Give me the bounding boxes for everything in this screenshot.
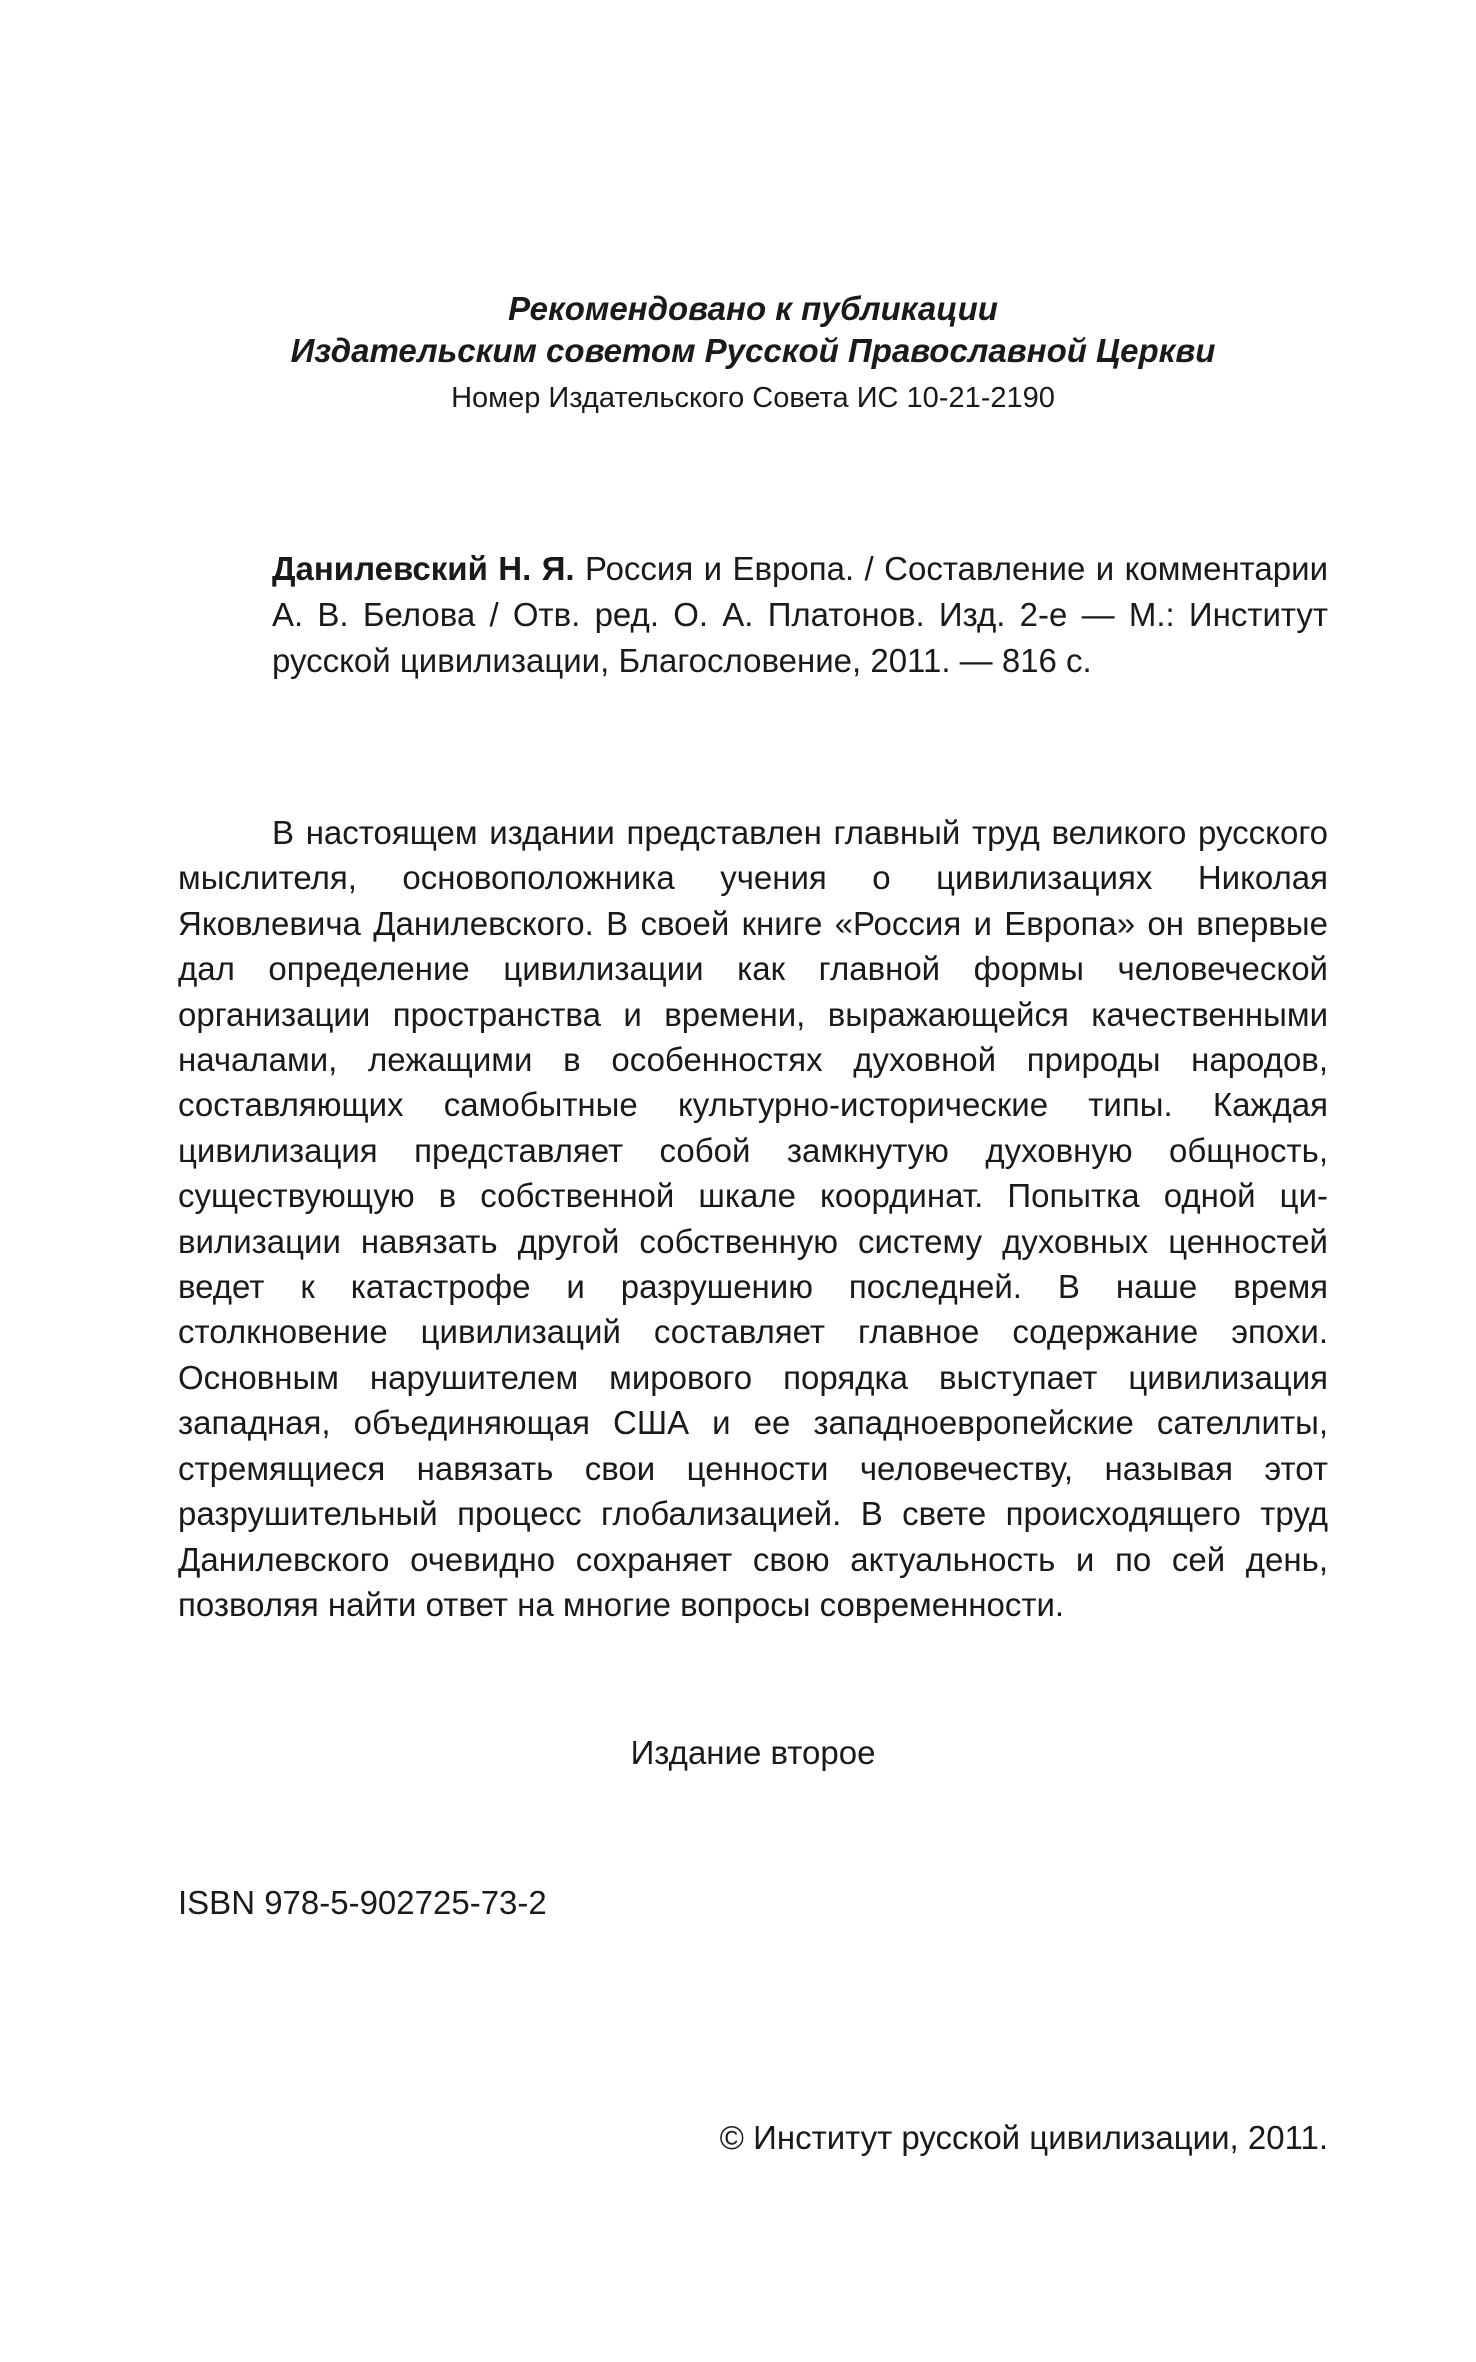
author-name: Данилевский Н. Я. [272, 550, 575, 587]
recommendation-line-2: Издательским советом Русской Православной Церкви [290, 332, 1216, 369]
publishing-council-number: Номер Издательского Совета ИС 10-21-2190 [451, 382, 1055, 414]
bibliographic-record [272, 546, 1328, 684]
imprimatur-block [178, 288, 1328, 418]
edition-label: Издание второе [630, 1734, 876, 1771]
bibliographic-description: Россия и Европа. / Составление и комментарии А. В. Белова / Отв. ред. О. А. Платонов. Изд. 2-е — М.: Институт русской цивилизации, Благословение, 2011. — 816 с. [272, 550, 1329, 679]
copyright-notice: © Институт русской цивилизации, 2011. [719, 2119, 1328, 2156]
isbn: ISBN 978-5-902725-73-2 [178, 1884, 547, 1921]
annotation-paragraph: В настоящем издании представлен главный труд великого русского мыслителя, основоположника учения о цивилизациях Николая Яковлевича Данилевского. В своей книге «Россия и Европа» он впервые дал определение цивилизации как главной формы человеческой организации пространства и времени, выражающейся качественными началами, лежащими в особенностях духовной природы народов, составляющих самобытные культурно-исторические типы. Каждая цивилизация представляет собой замкнутую духовную общность, существующую в собственной шкале координат. Попытка одной цивилизации навязать другой собственную систему духовных ценностей ведет к катастрофе и разрушению последней. В наше время столкновение цивилизаций составляет главное содержание эпохи. Основным нарушителем мирового порядка выступает цивилизация западная, объединяющая США и ее западноевропейские сателлиты, стремящиеся навязать свои ценности человечеству, называя этот разрушительный процесс глобализацией. В свете происходящего труд Данилевского очевидно сохраняет свою актуальность и по сей день, позволяя найти ответ на многие вопросы современности. [178, 814, 1328, 1623]
recommendation-line-1: Рекомендовано к публикации [508, 290, 998, 327]
